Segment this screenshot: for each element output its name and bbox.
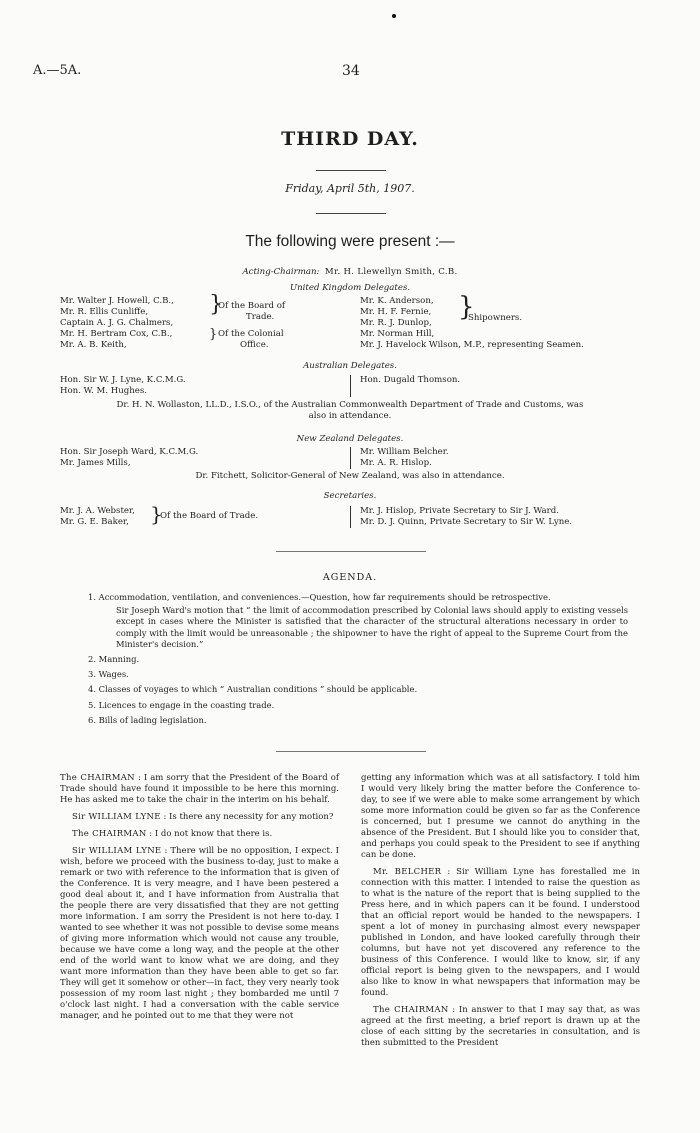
nz-delegate: Mr. James Mills, (60, 458, 131, 468)
section-rule (276, 551, 426, 552)
speech-continuation: getting any information which was at all satisfactory. I told him I would very likely bring the matter before the Conference to-day, to see if we were able to make some arrangement by which some more information could be given so far as the Conference is concerned, but I presume we cannot do anything in the absence of the President. But I should like you to consider that, and perhaps you could speak to the President to see if anything can be done. (361, 773, 640, 860)
printer-mark (392, 14, 396, 18)
title-rule (316, 170, 386, 171)
aus-delegate: Hon. W. M. Hughes. (60, 386, 148, 396)
session-date: Friday, April 5th, 1907. (285, 182, 415, 195)
secretaries-left-list (60, 506, 135, 528)
uk-heading: United Kingdom Delegates. (289, 283, 411, 293)
aus-left-list (60, 375, 186, 397)
section-rule (276, 751, 426, 752)
page-number: 34 (342, 63, 360, 79)
nz-right-list (360, 447, 449, 469)
agenda-item: 2. Manning. (88, 654, 140, 665)
speech: Mr. BELCHER : Sir William Lyne has forestalled me in connection with this matter. I intended to raise the question as to what is the nature of the report that is being supplied to the Press here, and in which papers can it be found. I understood that an official report would be handed to the newspapers. I spent a lot of money in purchasing almost every newspaper published in London, and have looked carefully through their columns, but have not yet discovered any reference to the business of this Conference. I would like to know, sir, if any official report is being given to the newspapers, and I would also like to know in what newspapers that information may be found. (361, 867, 640, 998)
secretaries-right-list (360, 506, 572, 528)
column-divider (350, 447, 351, 469)
aus-attendance-note: Dr. H. N. Wollaston, LL.D., I.S.O., of the Australian Commonwealth Department of Trade and Customs, was also in attendance. (116, 400, 584, 421)
uk-delegate: Mr. J. Havelock Wilson, M.P., representing Seamen. (360, 340, 584, 350)
column-divider (350, 506, 351, 528)
secretary: Mr. G. E. Baker, (60, 517, 129, 527)
uk-delegate: Mr. H. F. Fernie, (360, 307, 432, 317)
speech: The CHAIRMAN : In answer to that I may say that, as was agreed at the first meeting, a brief report is drawn up at the close of each sitting by the secretaries in consultation, and is then submitted to the President (361, 1005, 640, 1048)
chairman-label: Acting-Chairman: (242, 267, 320, 277)
agenda-item: 3. Wages. (88, 669, 129, 680)
agenda-item: 4. Classes of voyages to which “ Australian conditions ” should be applicable. (88, 684, 418, 695)
nz-attendance-note: Dr. Fitchett, Solicitor-General of New Zealand, was also in attendance. (195, 471, 505, 481)
aus-delegate: Hon. Sir W. J. Lyne, K.C.M.G. (60, 375, 186, 385)
proceedings-right-column (361, 773, 640, 1055)
secretary: Mr. J. Hislop, Private Secretary to Sir J. Ward. (360, 506, 559, 516)
secretaries-heading: Secretaries. (323, 491, 377, 501)
secretary: Mr. J. A. Webster, (60, 506, 135, 516)
proceedings-left-column (60, 773, 339, 1028)
speech: Sir WILLIAM LYNE : There will be no opposition, I expect. I wish, before we proceed with the business to-day, just to make a remark or two with reference to the information that is given of the Conference. It is very meagre, and I have been pestered a good deal about it, and I have information from Australia that the people there are very dissatisfied that they are not getting more information. I am sorry the President is not here to-day. I wanted to see whether it was not possible to devise some means of giving more information which would not cause any trouble, because we have come a long way, and the people at the other end of the world want to know what we are doing, and they want more information than they have been able to get so far. They will get it somehow or other—in fact, they very nearly took possession of my room last night ; they bombarded me until 7 o'clock last night. I had a conversation with the cable service manager, and he pointed out to me that they were not (60, 846, 339, 1021)
uk-delegate: Mr. Norman Hill, (360, 329, 435, 339)
uk-delegate: Captain A. J. G. Chalmers, (60, 318, 174, 328)
nz-delegate: Mr. A. R. Hislop. (360, 458, 432, 468)
nz-left-list (60, 447, 198, 469)
chairman-name: Mr. H. Llewellyn Smith, C.B. (324, 267, 458, 277)
speech: The CHAIRMAN : I am sorry that the President of the Board of Trade should have found it impossible to be here this morning. He has asked me to take the chair in the interim on his behalf. (60, 773, 339, 805)
agenda-title: AGENDA. (322, 572, 378, 583)
brace-icon: } (150, 502, 163, 526)
brace-icon: } (458, 292, 475, 322)
attendance-heading: The following were present :— (245, 233, 455, 250)
uk-left-list (60, 296, 174, 351)
aus-delegate: Hon. Dugald Thomson. (360, 375, 461, 385)
nz-delegate: Mr. William Belcher. (360, 447, 449, 457)
secretary: Mr. D. J. Quinn, Private Secretary to Sir W. Lyne. (360, 517, 573, 527)
uk-board-of-trade: Of the Board of Trade. (218, 301, 286, 322)
date-rule (316, 213, 386, 214)
brace-icon: } (209, 327, 218, 342)
speech: Sir WILLIAM LYNE : Is there any necessity for any motion? (72, 812, 334, 822)
uk-delegate: Mr. R. Ellis Cunliffe, (60, 307, 149, 317)
acting-chairman (0, 267, 700, 278)
agenda-item: 5. Licences to engage in the coasting trade. (88, 699, 275, 710)
agenda-list (88, 592, 628, 730)
uk-delegate: Mr. K. Anderson, (360, 296, 434, 306)
agenda-motion: Sir Joseph Ward's motion that “ the limit of accommodation prescribed by Colonial laws should apply to existing vessels except in cases where the Minister is satisfied that the character of the structural alterations necessary in order to comply with the limit would be unreasonable ; the shipowner to have the right of appeal to the Supreme Court from the Minister's decision.” (116, 605, 628, 649)
uk-delegate: Mr. H. Bertram Cox, C.B., (60, 329, 173, 339)
brace-icon: } (209, 292, 223, 317)
page-title: THIRD DAY. (281, 128, 419, 150)
uk-shipowners: Shipowners. (468, 313, 523, 323)
secretaries-board-of-trade: Of the Board of Trade. (160, 511, 259, 521)
nz-delegate: Hon. Sir Joseph Ward, K.C.M.G. (60, 447, 199, 457)
uk-colonial-office: Of the Colonial Office. (218, 329, 284, 350)
agenda-item: 1. Accommodation, ventilation, and conveniences.—Question, how far requirements should be retrospective. (88, 592, 551, 602)
uk-delegate: Mr. Walter J. Howell, C.B., (60, 296, 174, 306)
nz-heading: New Zealand Delegates. (296, 434, 404, 444)
aus-heading: Australian Delegates. (303, 361, 397, 371)
speech: The CHAIRMAN : I do not know that there is. (72, 829, 273, 839)
uk-delegate: Mr. R. J. Dunlop, (360, 318, 432, 328)
document-reference: A.—5A. (33, 63, 82, 78)
column-divider (350, 375, 351, 397)
uk-delegate: Mr. A. B. Keith, (60, 340, 127, 350)
agenda-item: 6. Bills of lading legislation. (88, 714, 207, 725)
